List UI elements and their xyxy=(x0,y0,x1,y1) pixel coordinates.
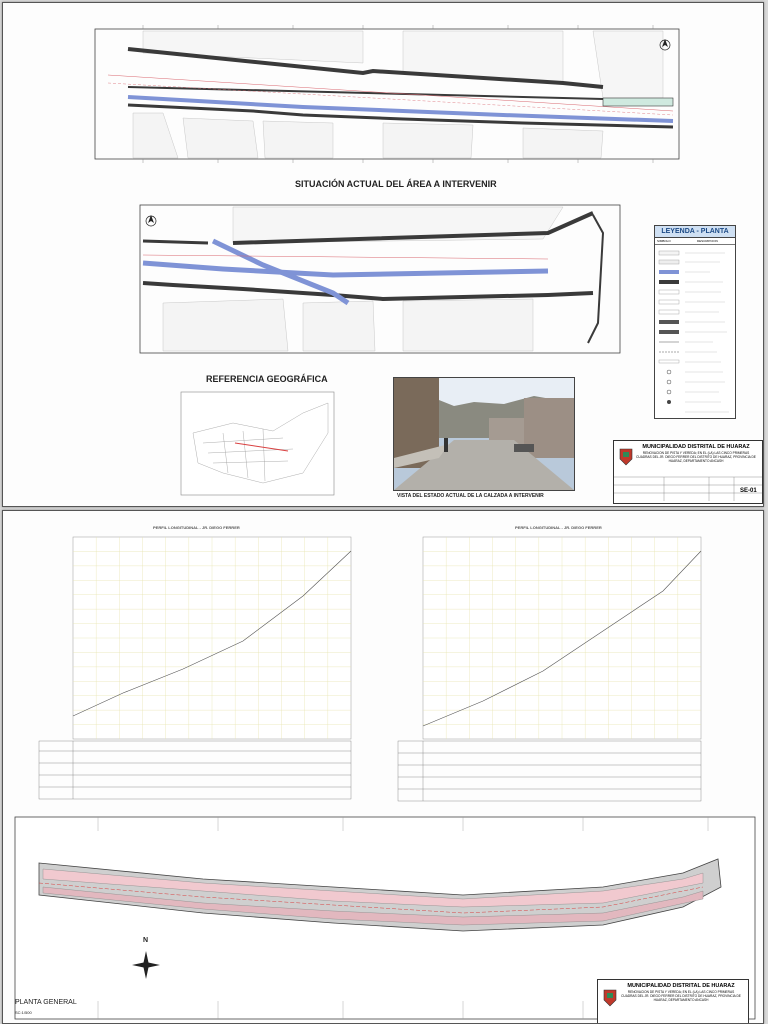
title-block-sheet2 xyxy=(597,979,749,1024)
profile-right-table xyxy=(398,741,701,801)
municipal-seal-icon xyxy=(602,988,618,1008)
sheet2-linework xyxy=(3,511,763,1023)
reference-map-frame xyxy=(181,392,334,495)
photo-caption: VISTA DEL ESTADO ACTUAL DE LA CALZADA A INTERVENIR xyxy=(397,493,544,499)
legend-columns xyxy=(655,238,735,245)
drawing-sheet-1 xyxy=(2,2,764,507)
north-label: N xyxy=(143,937,149,944)
title-block-entity: MUNICIPALIDAD DISTRITAL DE HUARAZ xyxy=(627,983,735,989)
sheet-code: SE-01 xyxy=(740,488,757,494)
sheet1-linework xyxy=(3,3,763,506)
legend xyxy=(654,225,736,419)
profile-left-title: PERFIL LONGITUDINAL - JR. DIEGO FERRER xyxy=(153,525,240,530)
legend-col-description: DESCRIPCION xyxy=(697,239,718,243)
plan-title: PLANTA GENERAL xyxy=(15,999,77,1006)
title-block-project: RENOVACION DE PISTA Y VEREDA; EN EL (LA) LAS CINCO PRIMERAS CUADRAS DEL JR. DIEGO FERRER DEL DISTRITO DE HUARAZ, PROVINCIA DE HUARAZ, DEPARTAMENTO ANCASH xyxy=(621,990,741,1002)
drawing-sheet-2 xyxy=(2,510,764,1024)
section-title: SITUACIÓN ACTUAL DEL ÁREA A INTERVENIR xyxy=(295,179,497,189)
legend-symbols xyxy=(655,246,735,421)
legend-col-symbol: SIMBOLO xyxy=(657,239,671,243)
reference-title: REFERENCIA GEOGRÁFICA xyxy=(206,374,328,384)
municipal-seal-icon xyxy=(618,447,634,467)
legend-title: LEYENDA - PLANTA xyxy=(655,226,735,238)
street-photo xyxy=(393,377,575,491)
profile-left-table xyxy=(39,741,351,799)
profile-right-title: PERFIL LONGITUDINAL - JR. DIEGO FERRER xyxy=(515,525,602,530)
title-block-project: RENOVACION DE PISTA Y VEREDA; EN EL (LA) LAS CINCO PRIMERAS CUADRAS DEL JR. DIEGO FERRER DEL DISTRITO DE HUARAZ, PROVINCIA DE HUARAZ, DEPARTAMENTO ANCASH xyxy=(636,451,756,463)
plan-scale: SC:1/500 xyxy=(15,1010,32,1015)
title-block xyxy=(613,440,763,504)
title-block-entity: MUNICIPALIDAD DISTRITAL DE HUARAZ xyxy=(642,444,750,450)
